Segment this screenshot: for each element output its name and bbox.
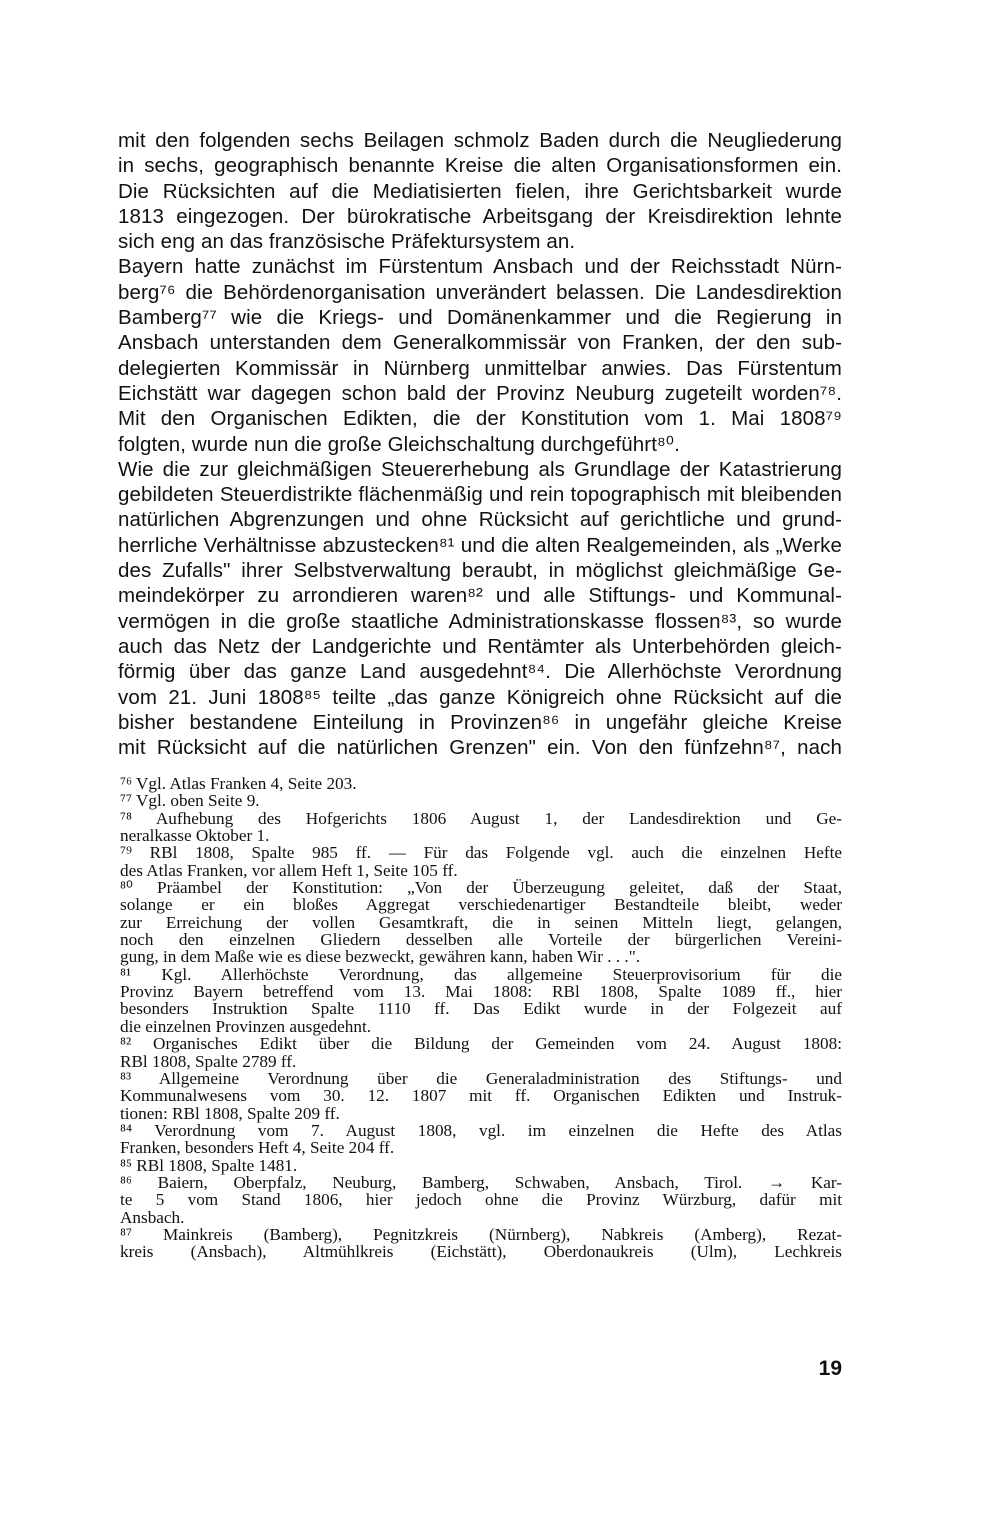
footnote-line: ⁸⁷ Mainkreis (Bamberg), Pegnitzkreis (Nürnberg), Nabkreis (Amberg), Rezat- [120,1224,842,1244]
footnote-line: ⁸⁶ Baiern, Oberpfalz, Neuburg, Bamberg, Schwaben, Ansbach, Tirol. → Kar- [120,1172,842,1192]
body-text-line: förmig über das ganze Land ausgedehnt⁸⁴. Die Allerhöchste Verordnung [118,660,842,684]
body-text-line: Eichstätt war dagegen schon bald der Provinz Neuburg zugeteilt worden⁷⁸. [118,381,842,405]
footnote-line: noch den einzelnen Gliedern desselben alle Vorteile der bürgerlichen Vereini- [120,930,842,950]
body-text-line: sich eng an das französische Präfektursystem an. [118,230,576,254]
footnote-line: ⁸³ Allgemeine Verordnung über die Generaladministration des Stiftungs- und [120,1068,842,1088]
footnote-line: RBl 1808, Spalte 2789 ff. [120,1051,297,1071]
body-text-line: mit Rücksicht auf die natürlichen Grenzen" ein. Von den fünfzehn⁸⁷, nach [118,736,842,760]
page-number: 19 [818,1357,842,1380]
footnote-line: ⁸² Organisches Edikt über die Bildung der Gemeinden vom 24. August 1808: [120,1034,842,1054]
body-text-line: auch das Netz der Landgerichte und Rentämter als Unterbehörden gleich- [118,634,842,658]
footnote-line: besonders Instruktion Spalte 1110 ff. Das Edikt wurde in der Folgezeit auf [120,999,842,1019]
main-text [118,128,842,760]
body-text-line: des Zufalls" ihrer Selbstverwaltung beraubt, in möglichst gleichmäßige Ge- [118,559,842,583]
footnote-line: ⁸⁰ Präambel der Konstitution: „Von der Überzeugung geleitet, daß der Staat, [120,878,842,898]
body-text-line: 1813 eingezogen. Der bürokratische Arbeitsgang der Kreisdirektion lehnte [118,204,842,228]
footnote-line: Provinz Bayern betreffend vom 13. Mai 1808: RBl 1808, Spalte 1089 ff., hier [120,982,842,1002]
footnote-line: gung, in dem Maße wie es diese bezweckt, gewähren kann, haben Wir . . .". [120,947,641,967]
body-text-line: vom 21. Juni 1808⁸⁵ teilte „das ganze Königreich ohne Rücksicht auf die [118,685,842,709]
footnote-line: ⁷⁶ Vgl. Atlas Franken 4, Seite 203. [120,774,357,793]
body-text-line: Die Rücksichten auf die Mediatisierten fielen, ihre Gerichtsbarkeit wurde [118,179,842,203]
body-text-line: mit den folgenden sechs Beilagen schmolz Baden durch die Neugliederung [118,129,842,152]
body-text-line: gebildeten Steuerdistrikte flächenmäßig und rein topographisch mit bleibenden [118,483,842,507]
footnote-line: Franken, besonders Heft 4, Seite 204 ff. [120,1138,395,1158]
footnote-line: ⁸¹ Kgl. Allerhöchste Verordnung, das allgemeine Steuerprovisorium für die [120,964,842,984]
body-text-line: meindekörper zu arrondieren waren⁸² und alle Stiftungs- und Kommunal- [118,584,842,608]
footnote-line: kreis (Ansbach), Altmühlkreis (Eichstätt), Oberdonaukreis (Ulm), Lechkreis [120,1242,842,1262]
footnote-line: ⁸⁵ RBl 1808, Spalte 1481. [120,1155,298,1175]
footnote-line: die einzelnen Provinzen ausgedehnt. [120,1016,372,1036]
footnote-line: tionen: RBl 1808, Spalte 209 ff. [120,1103,340,1123]
footnote-line: te 5 vom Stand 1806, hier jedoch ohne die Provinz Würzburg, dafür mit [120,1190,842,1210]
footnote-line: des Atlas Franken, vor allem Heft 1, Seite 105 ff. [120,860,458,880]
body-text-line: Mit den Organischen Edikten, die der Konstitution vom 1. Mai 1808⁷⁹ [118,407,842,431]
body-text-line: Ansbach unterstanden dem Generalkommissär von Franken, der den sub- [118,331,842,355]
footnote-line: neralkasse Oktober 1. [120,826,270,846]
footnotes [120,775,842,1261]
body-text-line: bisher bestandene Einteilung in Provinzen⁸⁶ in ungefähr gleiche Kreise [118,710,842,734]
body-text-line: Bamberg⁷⁷ wie die Kriegs- und Domänenkammer und die Regierung in [118,306,842,330]
body-text-line: folgten, wurde nun die große Gleichschaltung durchgeführt⁸⁰. [118,432,680,456]
footnote-line: ⁸⁴ Verordnung vom 7. August 1808, vgl. im einzelnen die Hefte des Atlas [120,1120,842,1140]
body-text-line: herrliche Verhältnisse abzustecken⁸¹ und die alten Realgemeinden, als „Werke [118,533,842,557]
body-text-line: natürlichen Abgrenzungen und ohne Rücksicht auf gerichtliche und grund- [118,508,842,532]
footnote-line: Kommunalwesens vom 30. 12. 1807 mit ff. Organischen Edikten und Instruk- [120,1086,842,1106]
footnote-line: ⁷⁹ RBl 1808, Spalte 985 ff. — Für das Folgende vgl. auch die einzelnen Hefte [120,843,842,863]
footnote-line: zur Erreichung der vollen Gesamtkraft, die in seinen Mitteln liegt, gelangen, [120,912,842,932]
body-text-line: in sechs, geographisch benannte Kreise die alten Organisationsformen ein. [118,154,842,178]
footnote-line: ⁷⁷ Vgl. oben Seite 9. [120,791,260,811]
body-text-line: Bayern hatte zunächst im Fürstentum Ansbach und der Reichsstadt Nürn- [118,255,842,279]
footnote-line: Ansbach. [120,1207,185,1227]
footnote-line: ⁷⁸ Aufhebung des Hofgerichts 1806 August 1, der Landesdirektion und Ge- [120,808,842,828]
body-text-line: vermögen in die große staatliche Administrationskasse flossen⁸³, so wurde [118,609,842,633]
body-text-line: delegierten Kommissär in Nürnberg unmittelbar anwies. Das Fürstentum [118,356,842,380]
footnote-line: solange er ein bloßes Aggregat verschiedenartiger Bestandteile bleibt, weder [120,895,842,915]
body-text-line: berg⁷⁶ die Behördenorganisation unverändert belassen. Die Landesdirektion [118,280,842,304]
body-text-line: Wie die zur gleichmäßigen Steuererhebung als Grundlage der Katastrierung [118,457,842,481]
